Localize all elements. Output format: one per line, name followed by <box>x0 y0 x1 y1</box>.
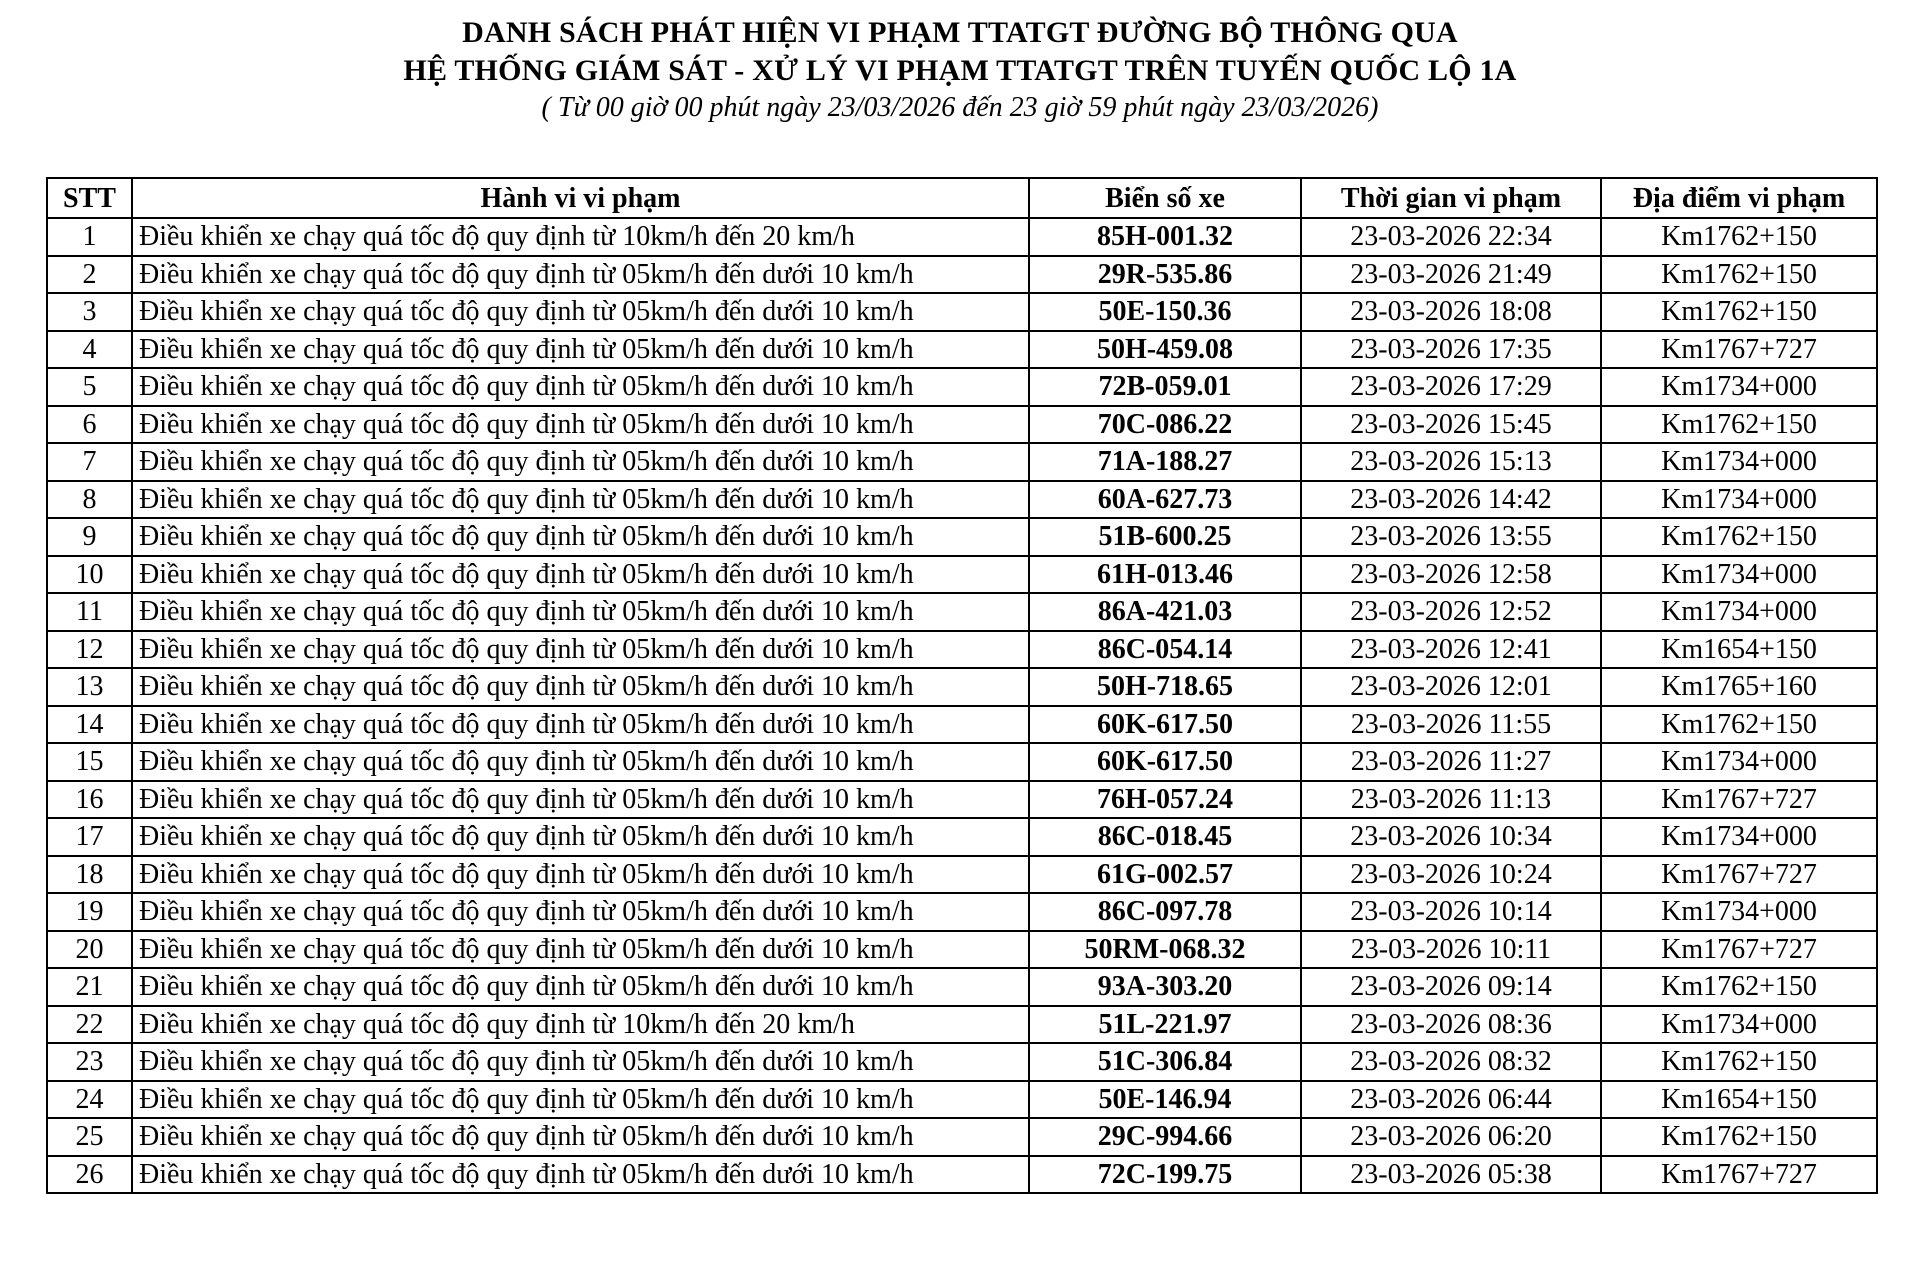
cell-time: 23-03-2026 06:44 <box>1301 1081 1601 1119</box>
table-row <box>47 856 1877 894</box>
cell-behavior: Điều khiển xe chạy quá tốc độ quy định từ 10km/h đến 20 km/h <box>132 218 1029 256</box>
cell-plate: 86C-054.14 <box>1029 631 1301 669</box>
cell-location: Km1654+150 <box>1601 1081 1877 1119</box>
cell-time: 23-03-2026 17:29 <box>1301 368 1601 406</box>
table-row <box>47 818 1877 856</box>
cell-behavior: Điều khiển xe chạy quá tốc độ quy định từ 05km/h đến dưới 10 km/h <box>132 293 1029 331</box>
cell-time: 23-03-2026 18:08 <box>1301 293 1601 331</box>
cell-location: Km1654+150 <box>1601 631 1877 669</box>
cell-time: 23-03-2026 12:52 <box>1301 593 1601 631</box>
cell-time: 23-03-2026 08:36 <box>1301 1006 1601 1044</box>
cell-behavior: Điều khiển xe chạy quá tốc độ quy định từ 05km/h đến dưới 10 km/h <box>132 668 1029 706</box>
cell-stt: 1 <box>47 218 132 256</box>
cell-stt: 26 <box>47 1156 132 1194</box>
cell-behavior: Điều khiển xe chạy quá tốc độ quy định từ 05km/h đến dưới 10 km/h <box>132 443 1029 481</box>
cell-plate: 50RM-068.32 <box>1029 931 1301 969</box>
cell-time: 23-03-2026 12:01 <box>1301 668 1601 706</box>
table-row <box>47 256 1877 294</box>
cell-stt: 19 <box>47 893 132 931</box>
cell-stt: 9 <box>47 518 132 556</box>
cell-time: 23-03-2026 09:14 <box>1301 968 1601 1006</box>
cell-behavior: Điều khiển xe chạy quá tốc độ quy định từ 05km/h đến dưới 10 km/h <box>132 931 1029 969</box>
cell-time: 23-03-2026 06:20 <box>1301 1118 1601 1156</box>
cell-behavior: Điều khiển xe chạy quá tốc độ quy định từ 05km/h đến dưới 10 km/h <box>132 1043 1029 1081</box>
cell-plate: 51C-306.84 <box>1029 1043 1301 1081</box>
table-row <box>47 368 1877 406</box>
cell-time: 23-03-2026 12:58 <box>1301 556 1601 594</box>
cell-location: Km1734+000 <box>1601 481 1877 519</box>
cell-location: Km1762+150 <box>1601 293 1877 331</box>
table-row <box>47 593 1877 631</box>
cell-time: 23-03-2026 11:13 <box>1301 781 1601 819</box>
cell-plate: 51L-221.97 <box>1029 1006 1301 1044</box>
cell-plate: 71A-188.27 <box>1029 443 1301 481</box>
cell-behavior: Điều khiển xe chạy quá tốc độ quy định từ 05km/h đến dưới 10 km/h <box>132 556 1029 594</box>
cell-time: 23-03-2026 15:45 <box>1301 406 1601 444</box>
table-row <box>47 1118 1877 1156</box>
cell-stt: 23 <box>47 1043 132 1081</box>
cell-location: Km1767+727 <box>1601 781 1877 819</box>
table-header <box>47 178 1877 218</box>
cell-location: Km1762+150 <box>1601 518 1877 556</box>
cell-time: 23-03-2026 21:49 <box>1301 256 1601 294</box>
cell-location: Km1734+000 <box>1601 556 1877 594</box>
cell-behavior: Điều khiển xe chạy quá tốc độ quy định từ 05km/h đến dưới 10 km/h <box>132 331 1029 369</box>
cell-location: Km1762+150 <box>1601 1043 1877 1081</box>
cell-time: 23-03-2026 11:27 <box>1301 743 1601 781</box>
cell-plate: 60K-617.50 <box>1029 743 1301 781</box>
cell-stt: 3 <box>47 293 132 331</box>
cell-plate: 72C-199.75 <box>1029 1156 1301 1194</box>
cell-behavior: Điều khiển xe chạy quá tốc độ quy định từ 05km/h đến dưới 10 km/h <box>132 743 1029 781</box>
cell-stt: 15 <box>47 743 132 781</box>
cell-location: Km1734+000 <box>1601 1006 1877 1044</box>
document-title-line-1: DANH SÁCH PHÁT HIỆN VI PHẠM TTATGT ĐƯỜNG BỘ THÔNG QUA <box>462 16 1458 49</box>
cell-time: 23-03-2026 12:41 <box>1301 631 1601 669</box>
cell-stt: 10 <box>47 556 132 594</box>
cell-stt: 18 <box>47 856 132 894</box>
document-title-line-2: HỆ THỐNG GIÁM SÁT - XỬ LÝ VI PHẠM TTATGT TRÊN TUYẾN QUỐC LỘ 1A <box>403 54 1517 87</box>
cell-plate: 50E-146.94 <box>1029 1081 1301 1119</box>
cell-plate: 61H-013.46 <box>1029 556 1301 594</box>
cell-stt: 14 <box>47 706 132 744</box>
table-row <box>47 706 1877 744</box>
cell-location: Km1762+150 <box>1601 256 1877 294</box>
cell-behavior: Điều khiển xe chạy quá tốc độ quy định từ 05km/h đến dưới 10 km/h <box>132 1156 1029 1194</box>
cell-stt: 13 <box>47 668 132 706</box>
violations-table <box>46 177 1878 1194</box>
cell-plate: 50H-718.65 <box>1029 668 1301 706</box>
cell-time: 23-03-2026 11:55 <box>1301 706 1601 744</box>
cell-behavior: Điều khiển xe chạy quá tốc độ quy định từ 05km/h đến dưới 10 km/h <box>132 631 1029 669</box>
cell-plate: 85H-001.32 <box>1029 218 1301 256</box>
table-row <box>47 893 1877 931</box>
cell-stt: 22 <box>47 1006 132 1044</box>
table-row <box>47 406 1877 444</box>
cell-time: 23-03-2026 22:34 <box>1301 218 1601 256</box>
cell-behavior: Điều khiển xe chạy quá tốc độ quy định từ 05km/h đến dưới 10 km/h <box>132 1081 1029 1119</box>
cell-stt: 4 <box>47 331 132 369</box>
cell-location: Km1762+150 <box>1601 968 1877 1006</box>
cell-location: Km1734+000 <box>1601 368 1877 406</box>
cell-behavior: Điều khiển xe chạy quá tốc độ quy định từ 05km/h đến dưới 10 km/h <box>132 518 1029 556</box>
cell-plate: 93A-303.20 <box>1029 968 1301 1006</box>
table-header-row <box>47 178 1877 218</box>
cell-plate: 86C-097.78 <box>1029 893 1301 931</box>
table-row <box>47 1043 1877 1081</box>
cell-stt: 11 <box>47 593 132 631</box>
column-header-behavior: Hành vi vi phạm <box>132 178 1029 218</box>
table-row <box>47 556 1877 594</box>
cell-stt: 8 <box>47 481 132 519</box>
cell-plate: 50E-150.36 <box>1029 293 1301 331</box>
cell-stt: 16 <box>47 781 132 819</box>
document-date-range: ( Từ 00 giờ 00 phút ngày 23/03/2026 đến 23 giờ 59 phút ngày 23/03/2026) <box>541 92 1379 123</box>
cell-location: Km1767+727 <box>1601 856 1877 894</box>
cell-location: Km1762+150 <box>1601 1118 1877 1156</box>
table-row <box>47 781 1877 819</box>
table-row <box>47 668 1877 706</box>
cell-behavior: Điều khiển xe chạy quá tốc độ quy định từ 05km/h đến dưới 10 km/h <box>132 706 1029 744</box>
cell-stt: 21 <box>47 968 132 1006</box>
table-row <box>47 743 1877 781</box>
cell-behavior: Điều khiển xe chạy quá tốc độ quy định từ 05km/h đến dưới 10 km/h <box>132 368 1029 406</box>
document-header <box>0 14 1920 126</box>
cell-location: Km1734+000 <box>1601 818 1877 856</box>
cell-behavior: Điều khiển xe chạy quá tốc độ quy định từ 05km/h đến dưới 10 km/h <box>132 856 1029 894</box>
column-header-plate: Biển số xe <box>1029 178 1301 218</box>
cell-location: Km1734+000 <box>1601 443 1877 481</box>
cell-behavior: Điều khiển xe chạy quá tốc độ quy định từ 05km/h đến dưới 10 km/h <box>132 818 1029 856</box>
cell-plate: 29R-535.86 <box>1029 256 1301 294</box>
cell-plate: 61G-002.57 <box>1029 856 1301 894</box>
cell-location: Km1734+000 <box>1601 893 1877 931</box>
cell-location: Km1762+150 <box>1601 218 1877 256</box>
cell-behavior: Điều khiển xe chạy quá tốc độ quy định từ 05km/h đến dưới 10 km/h <box>132 256 1029 294</box>
table-row <box>47 1156 1877 1194</box>
cell-stt: 5 <box>47 368 132 406</box>
cell-plate: 60A-627.73 <box>1029 481 1301 519</box>
cell-stt: 2 <box>47 256 132 294</box>
column-header-time: Thời gian vi phạm <box>1301 178 1601 218</box>
cell-stt: 12 <box>47 631 132 669</box>
table-row <box>47 631 1877 669</box>
cell-stt: 24 <box>47 1081 132 1119</box>
cell-time: 23-03-2026 10:24 <box>1301 856 1601 894</box>
cell-plate: 86A-421.03 <box>1029 593 1301 631</box>
cell-behavior: Điều khiển xe chạy quá tốc độ quy định từ 05km/h đến dưới 10 km/h <box>132 893 1029 931</box>
cell-plate: 51B-600.25 <box>1029 518 1301 556</box>
cell-time: 23-03-2026 13:55 <box>1301 518 1601 556</box>
column-header-stt: STT <box>47 178 132 218</box>
table-row <box>47 331 1877 369</box>
table-row <box>47 481 1877 519</box>
cell-location: Km1734+000 <box>1601 593 1877 631</box>
cell-time: 23-03-2026 17:35 <box>1301 331 1601 369</box>
cell-location: Km1765+160 <box>1601 668 1877 706</box>
cell-time: 23-03-2026 14:42 <box>1301 481 1601 519</box>
cell-stt: 20 <box>47 931 132 969</box>
cell-location: Km1767+727 <box>1601 331 1877 369</box>
cell-plate: 29C-994.66 <box>1029 1118 1301 1156</box>
table-row <box>47 931 1877 969</box>
cell-time: 23-03-2026 15:13 <box>1301 443 1601 481</box>
cell-stt: 17 <box>47 818 132 856</box>
table-body <box>47 218 1877 1193</box>
cell-behavior: Điều khiển xe chạy quá tốc độ quy định từ 05km/h đến dưới 10 km/h <box>132 781 1029 819</box>
table-row <box>47 1081 1877 1119</box>
table-row <box>47 443 1877 481</box>
column-header-location: Địa điểm vi phạm <box>1601 178 1877 218</box>
cell-behavior: Điều khiển xe chạy quá tốc độ quy định từ 05km/h đến dưới 10 km/h <box>132 1118 1029 1156</box>
cell-behavior: Điều khiển xe chạy quá tốc độ quy định từ 10km/h đến 20 km/h <box>132 1006 1029 1044</box>
cell-time: 23-03-2026 08:32 <box>1301 1043 1601 1081</box>
cell-plate: 70C-086.22 <box>1029 406 1301 444</box>
cell-plate: 72B-059.01 <box>1029 368 1301 406</box>
cell-behavior: Điều khiển xe chạy quá tốc độ quy định từ 05km/h đến dưới 10 km/h <box>132 593 1029 631</box>
cell-stt: 25 <box>47 1118 132 1156</box>
cell-plate: 50H-459.08 <box>1029 331 1301 369</box>
cell-behavior: Điều khiển xe chạy quá tốc độ quy định từ 05km/h đến dưới 10 km/h <box>132 406 1029 444</box>
cell-stt: 7 <box>47 443 132 481</box>
cell-time: 23-03-2026 10:14 <box>1301 893 1601 931</box>
cell-time: 23-03-2026 10:34 <box>1301 818 1601 856</box>
cell-location: Km1767+727 <box>1601 1156 1877 1194</box>
cell-plate: 86C-018.45 <box>1029 818 1301 856</box>
cell-location: Km1762+150 <box>1601 406 1877 444</box>
table-row <box>47 218 1877 256</box>
table-row <box>47 1006 1877 1044</box>
table-row <box>47 293 1877 331</box>
table-row <box>47 518 1877 556</box>
table-row <box>47 968 1877 1006</box>
cell-location: Km1767+727 <box>1601 931 1877 969</box>
cell-time: 23-03-2026 10:11 <box>1301 931 1601 969</box>
cell-stt: 6 <box>47 406 132 444</box>
cell-plate: 60K-617.50 <box>1029 706 1301 744</box>
cell-location: Km1762+150 <box>1601 706 1877 744</box>
cell-behavior: Điều khiển xe chạy quá tốc độ quy định từ 05km/h đến dưới 10 km/h <box>132 968 1029 1006</box>
cell-plate: 76H-057.24 <box>1029 781 1301 819</box>
cell-location: Km1734+000 <box>1601 743 1877 781</box>
cell-time: 23-03-2026 05:38 <box>1301 1156 1601 1194</box>
cell-behavior: Điều khiển xe chạy quá tốc độ quy định từ 05km/h đến dưới 10 km/h <box>132 481 1029 519</box>
